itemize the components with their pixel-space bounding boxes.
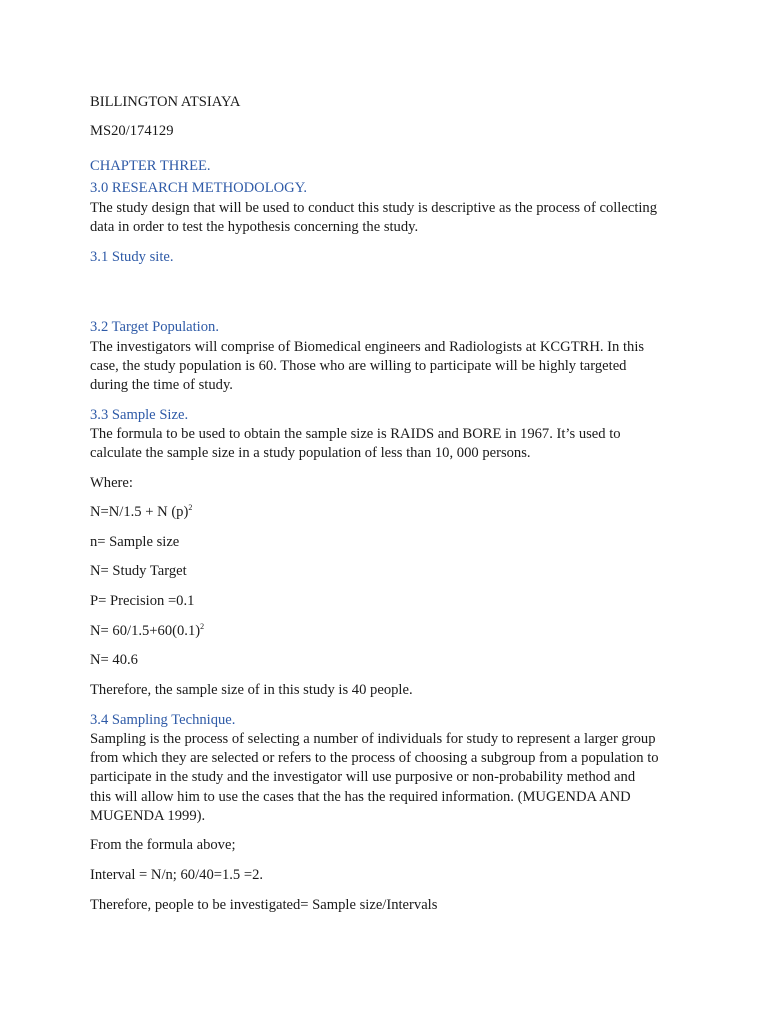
definition-N: N= Study Target [90, 563, 187, 579]
interval-calculation: Interval = N/n; 60/40=1.5 =2. [90, 867, 264, 883]
student-id: MS20/174129 [90, 123, 174, 139]
from-formula-label: From the formula above; [90, 837, 236, 853]
calculation-exponent: 2 [200, 622, 205, 632]
population-line-2: case, the study population is 60. Those who are willing to participate will be highly targeted [90, 358, 627, 374]
result: N= 40.6 [90, 652, 138, 668]
formula [90, 503, 690, 522]
sampling-line-3: participate in the study and the investigator will use purposive or non-probability method and [90, 769, 636, 785]
sample-size-conclusion: Therefore, the sample size of in this study is 40 people. [90, 682, 413, 698]
sampling-line-5: MUGENDA 1999). [90, 808, 206, 824]
author-name: BILLINGTON ATSIAYA [90, 94, 241, 110]
intro-line-1: The study design that will be used to conduct this study is descriptive as the process of collecting [90, 200, 658, 216]
formula-exponent: 2 [188, 503, 193, 513]
calculation-text: N= 60/1.5+60(0.1) [90, 623, 201, 639]
section-heading-3-4: 3.4 Sampling Technique. [90, 712, 236, 728]
intro-line-2: data in order to test the hypothesis concerning the study. [90, 219, 419, 235]
section-heading-3-2: 3.2 Target Population. [90, 319, 219, 335]
population-line-1: The investigators will comprise of Biomedical engineers and Radiologists at KCGTRH. In this [90, 339, 645, 355]
where-label: Where: [90, 475, 133, 491]
section-heading-3-1: 3.1 Study site. [90, 249, 174, 265]
section-heading-3-3: 3.3 Sample Size. [90, 407, 189, 423]
sample-size-line-2: calculate the sample size in a study population of less than 10, 000 persons. [90, 445, 531, 461]
sampling-line-4: this will allow him to use the cases that the has the required information. (MUGENDA AND [90, 789, 631, 805]
definition-n: n= Sample size [90, 534, 180, 550]
sampling-line-2: from which they are selected or refers to the process of choosing a subgroup from a population to [90, 750, 659, 766]
section-heading-3-0: 3.0 RESEARCH METHODOLOGY. [90, 180, 308, 196]
sampling-line-1: Sampling is the process of selecting a number of individuals for study to represent a larger group [90, 731, 656, 747]
chapter-title: CHAPTER THREE. [90, 158, 211, 174]
definition-P: P= Precision =0.1 [90, 593, 195, 609]
sample-size-line-1: The formula to be used to obtain the sample size is RAIDS and BORE in 1967. It’s used to [90, 426, 621, 442]
investigated-statement: Therefore, people to be investigated= Sample size/Intervals [90, 897, 438, 913]
formula-text: N=N/1.5 + N (p) [90, 504, 189, 520]
population-line-3: during the time of study. [90, 377, 233, 393]
calculation [90, 622, 690, 641]
